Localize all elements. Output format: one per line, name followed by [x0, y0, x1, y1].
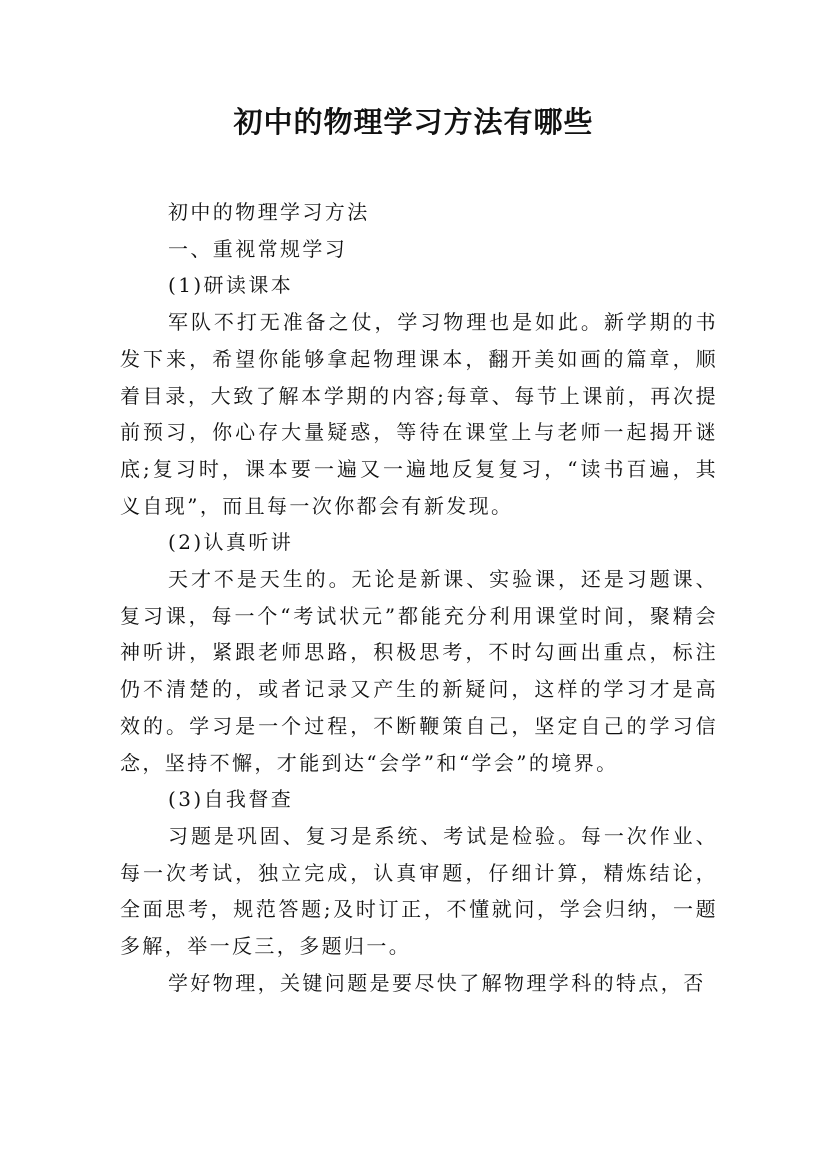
paragraph-item-2-text: 天才不是天生的。无论是新课、实验课，还是习题课、复习课，每一个“考试状元”都能充分利用课堂时间，聚精会神听讲，紧跟老师思路，积极思考，不时勾画出重点，标注仍不清楚的，或者记录又产生的新疑问，这样的学习才是高效的。学习是一个过程，不断鞭策自己，坚定自己的学习信念，坚持不懈，才能到达“会学”和“学会”的境界。 — [120, 567, 718, 775]
paragraph-item-1-text: 军队不打无准备之仗，学习物理也是如此。新学期的书发下来，希望你能够拿起物理课本，翻开美如画的篇章，顺着目录，大致了解本学期的内容;每章、每节上课前，再次提前预习，你心存大量疑惑，等待在课堂上与老师一起揭开谜底;复习时，课本要一遍又一遍地反复复习，“读书百遍，其义自现”，而且每一次你都会有新发现。 — [120, 310, 718, 518]
paragraph-item-2-heading: (2)认真听讲 — [168, 530, 294, 555]
document-title: 初中的物理学习方法有哪些 — [233, 105, 594, 139]
paragraph-item-3-text: 习题是巩固、复习是系统、考试是检验。每一次作业、每一次考试，独立完成，认真审题，仔细计算，精炼结论，全面思考，规范答题;及时订正，不懂就问，学会归纳，一题多解，举一反三，多题归一。 — [120, 823, 718, 959]
paragraph-subheading-1: 一、重视常规学习 — [168, 236, 348, 261]
paragraph-item-1-heading: (1)研读课本 — [168, 273, 294, 298]
paragraph-section-heading: 初中的物理学习方法 — [168, 200, 370, 224]
paragraph-closing-text: 学好物理，关键问题是要尽快了解物理学科的特点，否 — [168, 970, 706, 995]
paragraph-item-3-heading: (3)自我督查 — [168, 787, 294, 812]
document-body — [120, 194, 718, 1001]
